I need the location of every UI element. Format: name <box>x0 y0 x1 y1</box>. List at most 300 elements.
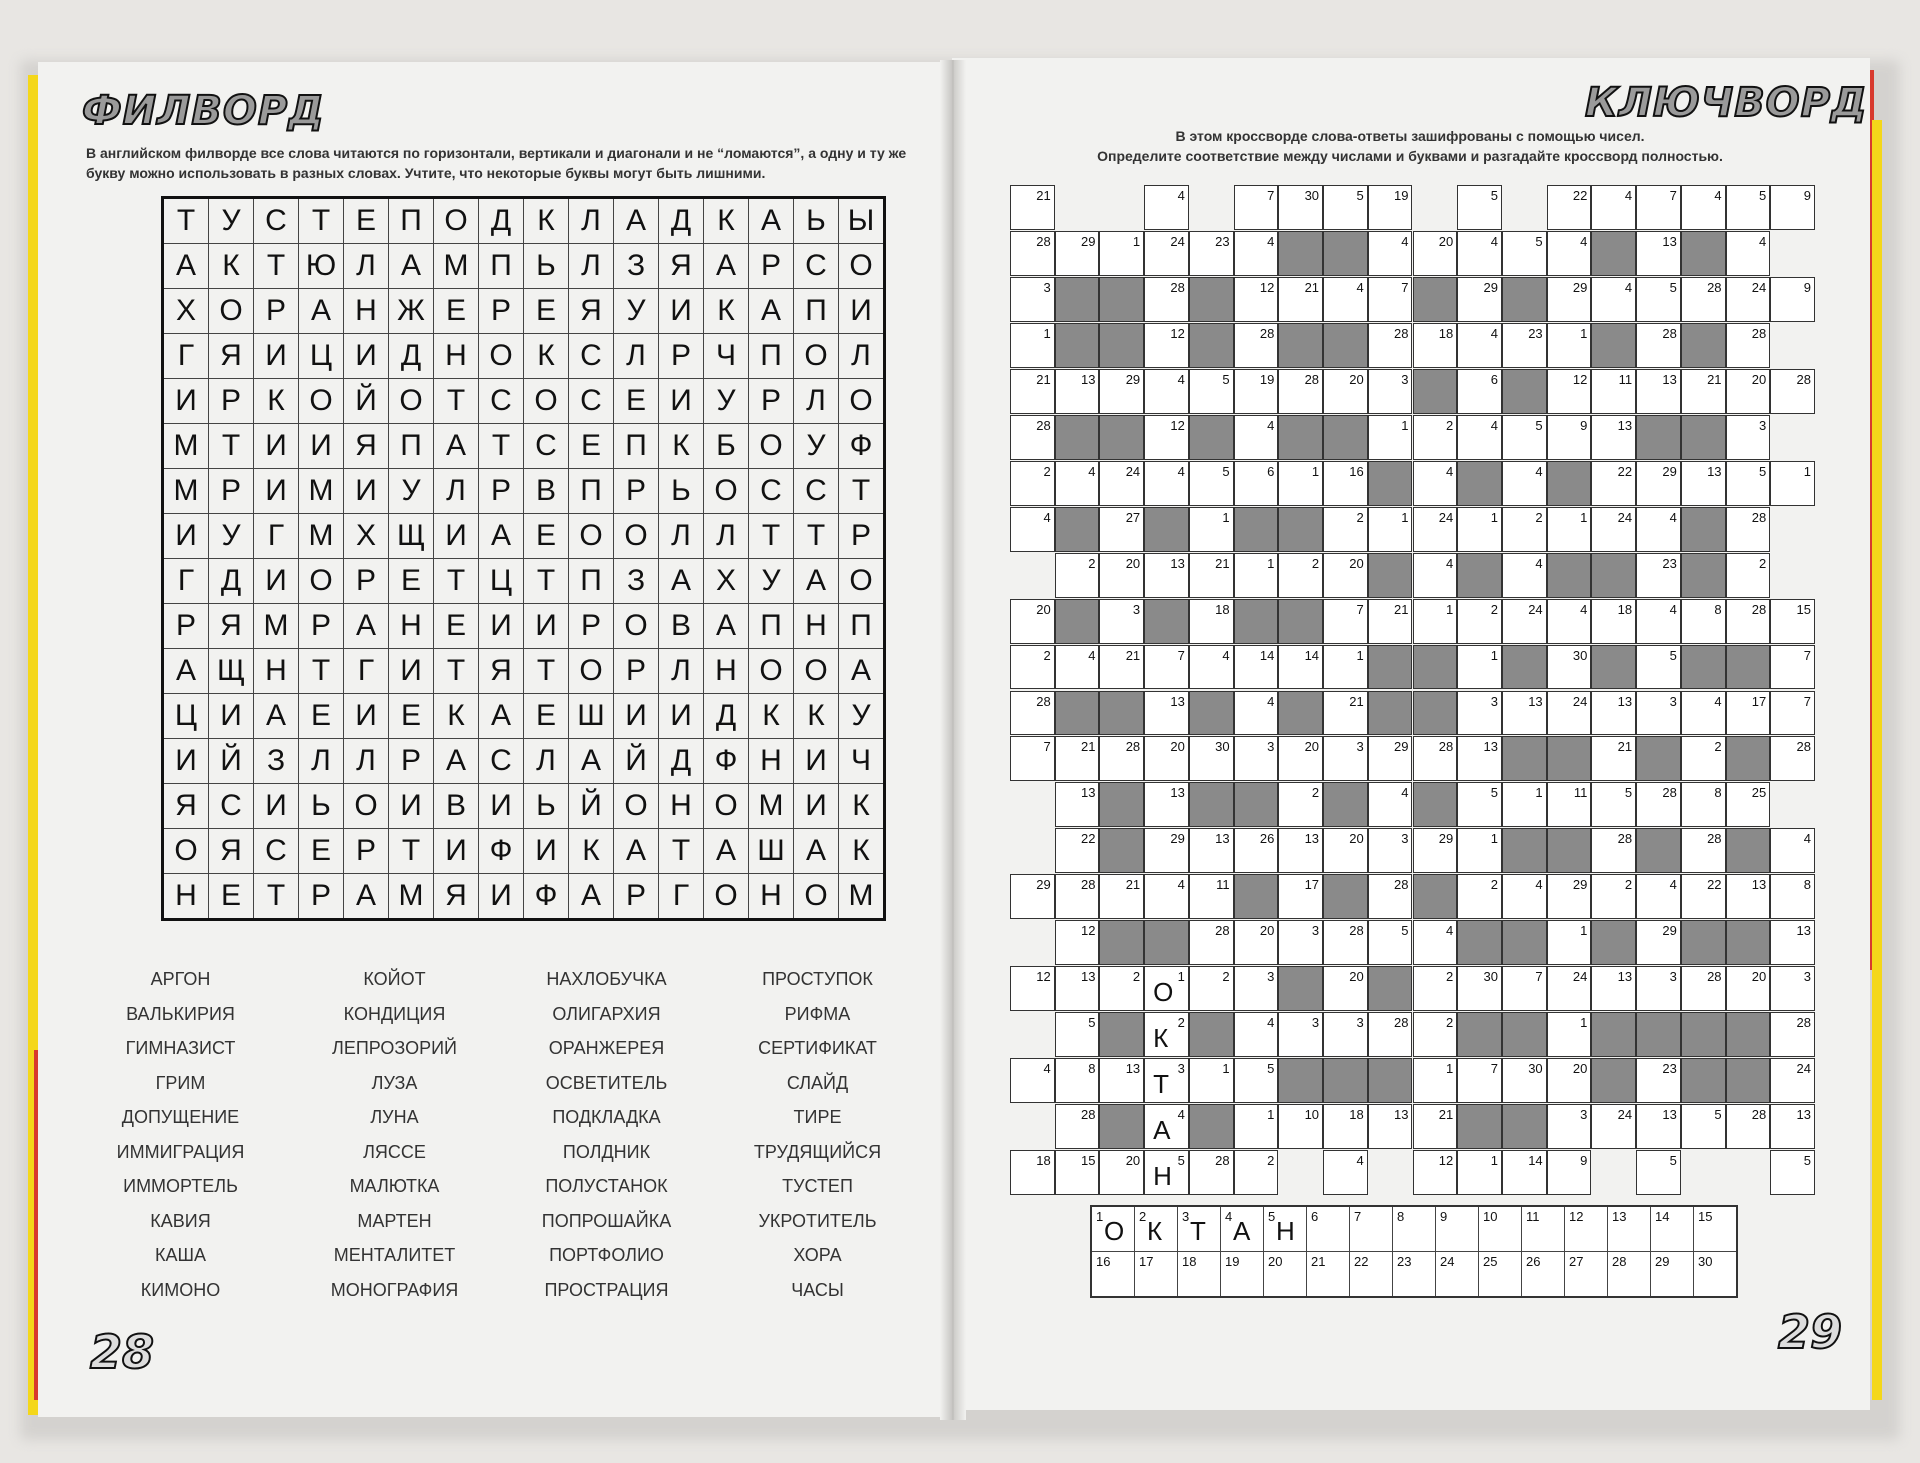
grid-letter-cell[interactable]: И <box>524 829 569 874</box>
crossword-cell[interactable] <box>1234 691 1279 736</box>
crossword-cell[interactable] <box>1144 185 1189 230</box>
grid-letter-cell[interactable]: Т <box>299 198 344 244</box>
crossword-cell[interactable] <box>1547 277 1592 322</box>
grid-letter-cell[interactable]: Р <box>569 604 614 649</box>
grid-letter-cell[interactable]: Е <box>569 424 614 469</box>
grid-letter-cell[interactable]: К <box>524 334 569 379</box>
key-cell[interactable] <box>1393 1252 1436 1298</box>
crossword-cell[interactable] <box>1457 736 1502 781</box>
crossword-cell[interactable] <box>1636 874 1681 919</box>
crossword-cell[interactable] <box>1189 1150 1234 1195</box>
crossword-cell[interactable] <box>1681 691 1726 736</box>
crossword-cell[interactable] <box>1413 599 1458 644</box>
crossword-cell[interactable] <box>1457 231 1502 276</box>
crossword-cell[interactable] <box>1323 1104 1368 1149</box>
grid-letter-cell[interactable]: К <box>434 694 479 739</box>
crossword-cell[interactable] <box>1055 1104 1100 1149</box>
crossword-cell[interactable] <box>1010 185 1055 230</box>
grid-letter-cell[interactable]: З <box>614 244 659 289</box>
grid-letter-cell[interactable]: К <box>839 829 885 874</box>
grid-letter-cell[interactable]: А <box>299 289 344 334</box>
crossword-cell[interactable] <box>1144 461 1189 506</box>
crossword-cell[interactable] <box>1726 553 1771 598</box>
crossword-cell[interactable] <box>1726 369 1771 414</box>
grid-letter-cell[interactable]: О <box>794 649 839 694</box>
grid-letter-cell[interactable]: У <box>389 469 434 514</box>
word-search-grid[interactable] <box>161 196 886 921</box>
crossword-cell[interactable] <box>1144 691 1189 736</box>
crossword-cell[interactable] <box>1278 553 1323 598</box>
crossword-cell[interactable] <box>1368 782 1413 827</box>
grid-letter-cell[interactable]: Л <box>659 649 704 694</box>
grid-letter-cell[interactable]: А <box>163 244 209 289</box>
grid-letter-cell[interactable]: К <box>209 244 254 289</box>
grid-letter-cell[interactable]: О <box>209 289 254 334</box>
crossword-cell[interactable] <box>1413 1012 1458 1057</box>
grid-letter-cell[interactable]: Я <box>209 829 254 874</box>
crossword-cell[interactable] <box>1055 461 1100 506</box>
grid-letter-cell[interactable]: Л <box>344 739 389 784</box>
grid-letter-cell[interactable]: Р <box>163 604 209 649</box>
crossword-cell[interactable] <box>1323 507 1368 552</box>
crossword-cell[interactable] <box>1502 1150 1547 1195</box>
key-cell[interactable] <box>1350 1206 1393 1252</box>
crossword-cell[interactable] <box>1681 966 1726 1011</box>
grid-letter-cell[interactable]: О <box>434 198 479 244</box>
crossword-cell[interactable] <box>1547 874 1592 919</box>
grid-letter-cell[interactable]: Ч <box>839 739 885 784</box>
crossword-cell[interactable] <box>1636 507 1681 552</box>
grid-letter-cell[interactable]: Л <box>614 334 659 379</box>
grid-letter-cell[interactable]: О <box>749 424 794 469</box>
crossword-cell[interactable] <box>1770 1150 1815 1195</box>
grid-letter-cell[interactable]: Й <box>344 379 389 424</box>
grid-letter-cell[interactable]: Р <box>209 469 254 514</box>
key-cell[interactable] <box>1135 1206 1178 1252</box>
crossword-cell[interactable] <box>1189 1058 1234 1103</box>
crossword-cell[interactable] <box>1189 507 1234 552</box>
crossword-cell[interactable] <box>1368 507 1413 552</box>
grid-letter-cell[interactable]: Н <box>389 604 434 649</box>
crossword-cell[interactable] <box>1681 828 1726 873</box>
grid-letter-cell[interactable]: Т <box>254 244 299 289</box>
grid-letter-cell[interactable]: Н <box>659 784 704 829</box>
grid-letter-cell[interactable]: Д <box>389 334 434 379</box>
crossword-cell[interactable] <box>1234 645 1279 690</box>
crossword-cell[interactable] <box>1770 691 1815 736</box>
grid-letter-cell[interactable]: Н <box>704 649 749 694</box>
key-cell[interactable] <box>1565 1206 1608 1252</box>
crossword-cell[interactable] <box>1055 736 1100 781</box>
grid-letter-cell[interactable]: Л <box>659 514 704 559</box>
grid-letter-cell[interactable]: Т <box>389 829 434 874</box>
crossword-cell[interactable] <box>1547 1058 1592 1103</box>
grid-letter-cell[interactable]: Г <box>163 334 209 379</box>
crossword-cell[interactable] <box>1278 828 1323 873</box>
crossword-cell[interactable] <box>1636 185 1681 230</box>
grid-letter-cell[interactable]: Щ <box>209 649 254 694</box>
crossword-cell[interactable] <box>1726 323 1771 368</box>
crossword-cell[interactable] <box>1278 277 1323 322</box>
grid-letter-cell[interactable]: С <box>254 829 299 874</box>
grid-letter-cell[interactable]: С <box>569 379 614 424</box>
crossword-cell[interactable] <box>1099 966 1144 1011</box>
crossword-cell[interactable] <box>1189 461 1234 506</box>
grid-letter-cell[interactable]: У <box>209 198 254 244</box>
grid-letter-cell[interactable]: М <box>163 424 209 469</box>
grid-letter-cell[interactable]: О <box>299 559 344 604</box>
crossword-cell[interactable] <box>1323 185 1368 230</box>
grid-letter-cell[interactable]: Ь <box>524 784 569 829</box>
keyword-crossword[interactable] <box>1010 185 1815 1196</box>
crossword-cell[interactable] <box>1547 966 1592 1011</box>
crossword-cell[interactable] <box>1770 736 1815 781</box>
crossword-cell[interactable] <box>1770 277 1815 322</box>
crossword-cell[interactable] <box>1189 920 1234 965</box>
grid-letter-cell[interactable]: К <box>659 424 704 469</box>
crossword-cell[interactable] <box>1234 966 1279 1011</box>
grid-letter-cell[interactable]: И <box>344 694 389 739</box>
key-cell[interactable] <box>1135 1252 1178 1298</box>
crossword-cell[interactable] <box>1457 828 1502 873</box>
crossword-cell[interactable] <box>1144 645 1189 690</box>
crossword-cell[interactable] <box>1413 231 1458 276</box>
crossword-cell[interactable] <box>1099 874 1144 919</box>
grid-letter-cell[interactable]: Р <box>614 469 659 514</box>
crossword-cell[interactable] <box>1457 966 1502 1011</box>
crossword-cell[interactable] <box>1010 736 1055 781</box>
crossword-cell[interactable] <box>1547 1104 1592 1149</box>
grid-letter-cell[interactable]: И <box>163 739 209 784</box>
grid-letter-cell[interactable]: А <box>704 244 749 289</box>
crossword-cell[interactable] <box>1055 874 1100 919</box>
grid-letter-cell[interactable]: Т <box>749 514 794 559</box>
crossword-cell[interactable] <box>1770 1012 1815 1057</box>
crossword-cell[interactable] <box>1502 691 1547 736</box>
crossword-cell[interactable] <box>1010 1058 1055 1103</box>
crossword-cell[interactable] <box>1234 277 1279 322</box>
crossword-cell[interactable] <box>1636 1104 1681 1149</box>
grid-letter-cell[interactable]: Ф <box>704 739 749 784</box>
crossword-cell[interactable] <box>1681 369 1726 414</box>
crossword-cell[interactable] <box>1323 369 1368 414</box>
crossword-cell[interactable] <box>1234 461 1279 506</box>
key-cell[interactable] <box>1651 1252 1694 1298</box>
crossword-cell[interactable] <box>1726 277 1771 322</box>
key-cell[interactable] <box>1651 1206 1694 1252</box>
grid-letter-cell[interactable]: А <box>389 244 434 289</box>
crossword-cell[interactable] <box>1010 461 1055 506</box>
grid-letter-cell[interactable]: Т <box>479 424 524 469</box>
grid-letter-cell[interactable]: О <box>839 379 885 424</box>
crossword-cell[interactable] <box>1726 874 1771 919</box>
grid-letter-cell[interactable]: Т <box>434 559 479 604</box>
grid-letter-cell[interactable]: И <box>254 784 299 829</box>
crossword-cell[interactable] <box>1726 461 1771 506</box>
crossword-cell[interactable] <box>1368 185 1413 230</box>
grid-letter-cell[interactable]: Ц <box>479 559 524 604</box>
grid-letter-cell[interactable]: Р <box>389 739 434 784</box>
grid-letter-cell[interactable]: Я <box>163 784 209 829</box>
grid-letter-cell[interactable]: И <box>434 514 479 559</box>
crossword-cell[interactable] <box>1681 277 1726 322</box>
grid-letter-cell[interactable]: П <box>749 604 794 649</box>
crossword-cell[interactable] <box>1010 415 1055 460</box>
crossword-cell[interactable] <box>1502 553 1547 598</box>
grid-letter-cell[interactable]: И <box>524 604 569 649</box>
crossword-cell[interactable] <box>1323 645 1368 690</box>
crossword-cell[interactable] <box>1144 1104 1189 1149</box>
crossword-cell[interactable] <box>1144 231 1189 276</box>
grid-letter-cell[interactable]: О <box>614 784 659 829</box>
crossword-cell[interactable] <box>1010 599 1055 644</box>
crossword-cell[interactable] <box>1413 461 1458 506</box>
crossword-cell[interactable] <box>1591 736 1636 781</box>
key-cell[interactable] <box>1393 1206 1436 1252</box>
grid-letter-cell[interactable]: М <box>254 604 299 649</box>
crossword-cell[interactable] <box>1770 1058 1815 1103</box>
grid-letter-cell[interactable]: И <box>344 334 389 379</box>
grid-letter-cell[interactable]: Е <box>614 379 659 424</box>
crossword-cell[interactable] <box>1144 874 1189 919</box>
crossword-cell[interactable] <box>1189 828 1234 873</box>
crossword-cell[interactable] <box>1278 461 1323 506</box>
grid-letter-cell[interactable]: Е <box>434 289 479 334</box>
grid-letter-cell[interactable]: П <box>479 244 524 289</box>
crossword-cell[interactable] <box>1368 323 1413 368</box>
grid-letter-cell[interactable]: Ы <box>839 198 885 244</box>
grid-letter-cell[interactable]: Г <box>659 874 704 920</box>
grid-letter-cell[interactable]: К <box>524 198 569 244</box>
crossword-cell[interactable] <box>1189 874 1234 919</box>
crossword-cell[interactable] <box>1636 553 1681 598</box>
crossword-cell[interactable] <box>1368 599 1413 644</box>
grid-letter-cell[interactable]: С <box>794 244 839 289</box>
grid-letter-cell[interactable]: Я <box>479 649 524 694</box>
grid-letter-cell[interactable]: Р <box>749 379 794 424</box>
crossword-cell[interactable] <box>1099 736 1144 781</box>
grid-letter-cell[interactable]: Т <box>524 559 569 604</box>
crossword-cell[interactable] <box>1502 1058 1547 1103</box>
crossword-cell[interactable] <box>1368 828 1413 873</box>
grid-letter-cell[interactable]: С <box>254 198 299 244</box>
crossword-cell[interactable] <box>1099 231 1144 276</box>
crossword-cell[interactable] <box>1726 185 1771 230</box>
crossword-cell[interactable] <box>1278 874 1323 919</box>
crossword-cell[interactable] <box>1591 828 1636 873</box>
crossword-cell[interactable] <box>1547 369 1592 414</box>
crossword-cell[interactable] <box>1234 553 1279 598</box>
grid-letter-cell[interactable]: У <box>209 514 254 559</box>
crossword-cell[interactable] <box>1770 185 1815 230</box>
grid-letter-cell[interactable]: Р <box>299 874 344 920</box>
grid-letter-cell[interactable]: И <box>839 289 885 334</box>
grid-letter-cell[interactable]: О <box>704 469 749 514</box>
crossword-cell[interactable] <box>1547 920 1592 965</box>
crossword-cell[interactable] <box>1726 966 1771 1011</box>
crossword-cell[interactable] <box>1278 736 1323 781</box>
crossword-cell[interactable] <box>1055 1058 1100 1103</box>
grid-letter-cell[interactable]: Ф <box>839 424 885 469</box>
grid-letter-cell[interactable]: П <box>569 559 614 604</box>
key-cell[interactable] <box>1091 1252 1135 1298</box>
grid-letter-cell[interactable]: Д <box>479 198 524 244</box>
crossword-cell[interactable] <box>1055 231 1100 276</box>
crossword-cell[interactable] <box>1234 231 1279 276</box>
key-cell[interactable] <box>1178 1206 1221 1252</box>
grid-letter-cell[interactable]: Т <box>209 424 254 469</box>
crossword-cell[interactable] <box>1144 966 1189 1011</box>
crossword-cell[interactable] <box>1055 645 1100 690</box>
crossword-cell[interactable] <box>1099 553 1144 598</box>
crossword-cell[interactable] <box>1726 691 1771 736</box>
grid-letter-cell[interactable]: А <box>614 829 659 874</box>
grid-letter-cell[interactable]: Х <box>163 289 209 334</box>
grid-letter-cell[interactable]: П <box>749 334 794 379</box>
crossword-cell[interactable] <box>1547 185 1592 230</box>
crossword-cell[interactable] <box>1323 1012 1368 1057</box>
crossword-cell[interactable] <box>1144 1150 1189 1195</box>
crossword-cell[interactable] <box>1636 966 1681 1011</box>
grid-letter-cell[interactable]: К <box>704 289 749 334</box>
crossword-cell[interactable] <box>1547 415 1592 460</box>
grid-letter-cell[interactable]: Р <box>839 514 885 559</box>
crossword-cell[interactable] <box>1636 231 1681 276</box>
key-cell[interactable] <box>1264 1206 1307 1252</box>
grid-letter-cell[interactable]: О <box>344 784 389 829</box>
crossword-cell[interactable] <box>1591 782 1636 827</box>
crossword-cell[interactable] <box>1055 966 1100 1011</box>
grid-letter-cell[interactable]: О <box>794 874 839 920</box>
crossword-cell[interactable] <box>1457 691 1502 736</box>
crossword-cell[interactable] <box>1055 553 1100 598</box>
grid-letter-cell[interactable]: Г <box>344 649 389 694</box>
grid-letter-cell[interactable]: Л <box>569 198 614 244</box>
crossword-cell[interactable] <box>1368 1104 1413 1149</box>
grid-letter-cell[interactable]: Л <box>794 379 839 424</box>
grid-letter-cell[interactable]: Х <box>344 514 389 559</box>
grid-letter-cell[interactable]: Л <box>704 514 749 559</box>
grid-letter-cell[interactable]: Т <box>299 649 344 694</box>
grid-letter-cell[interactable]: Н <box>434 334 479 379</box>
crossword-cell[interactable] <box>1457 415 1502 460</box>
grid-letter-cell[interactable]: Р <box>614 649 659 694</box>
grid-letter-cell[interactable]: К <box>254 379 299 424</box>
key-cell[interactable] <box>1436 1206 1479 1252</box>
grid-letter-cell[interactable]: Д <box>704 694 749 739</box>
crossword-cell[interactable] <box>1055 920 1100 965</box>
crossword-cell[interactable] <box>1502 874 1547 919</box>
crossword-cell[interactable] <box>1144 553 1189 598</box>
crossword-cell[interactable] <box>1144 369 1189 414</box>
grid-letter-cell[interactable]: Е <box>344 198 389 244</box>
crossword-cell[interactable] <box>1055 782 1100 827</box>
crossword-cell[interactable] <box>1681 599 1726 644</box>
crossword-cell[interactable] <box>1502 782 1547 827</box>
crossword-cell[interactable] <box>1457 277 1502 322</box>
grid-letter-cell[interactable]: А <box>163 649 209 694</box>
grid-letter-cell[interactable]: С <box>524 424 569 469</box>
grid-letter-cell[interactable]: С <box>794 469 839 514</box>
key-cell[interactable] <box>1264 1252 1307 1298</box>
crossword-cell[interactable] <box>1591 966 1636 1011</box>
grid-letter-cell[interactable]: Е <box>299 829 344 874</box>
crossword-cell[interactable] <box>1413 415 1458 460</box>
crossword-cell[interactable] <box>1144 736 1189 781</box>
crossword-cell[interactable] <box>1234 185 1279 230</box>
grid-letter-cell[interactable]: И <box>614 694 659 739</box>
crossword-cell[interactable] <box>1636 461 1681 506</box>
grid-letter-cell[interactable]: И <box>299 424 344 469</box>
crossword-cell[interactable] <box>1413 1150 1458 1195</box>
crossword-cell[interactable] <box>1055 1012 1100 1057</box>
crossword-cell[interactable] <box>1055 369 1100 414</box>
crossword-cell[interactable] <box>1726 507 1771 552</box>
key-cell[interactable] <box>1307 1206 1350 1252</box>
grid-letter-cell[interactable]: Е <box>209 874 254 920</box>
crossword-cell[interactable] <box>1010 691 1055 736</box>
grid-letter-cell[interactable]: Ь <box>794 198 839 244</box>
grid-letter-cell[interactable]: Ф <box>524 874 569 920</box>
crossword-cell[interactable] <box>1502 323 1547 368</box>
crossword-cell[interactable] <box>1681 782 1726 827</box>
crossword-cell[interactable] <box>1234 415 1279 460</box>
grid-letter-cell[interactable]: С <box>569 334 614 379</box>
grid-letter-cell[interactable]: Ь <box>659 469 704 514</box>
grid-letter-cell[interactable]: Н <box>794 604 839 649</box>
crossword-cell[interactable] <box>1502 415 1547 460</box>
crossword-cell[interactable] <box>1726 231 1771 276</box>
key-cell[interactable] <box>1479 1206 1522 1252</box>
grid-letter-cell[interactable]: О <box>299 379 344 424</box>
grid-letter-cell[interactable]: О <box>569 649 614 694</box>
crossword-cell[interactable] <box>1234 1012 1279 1057</box>
crossword-cell[interactable] <box>1189 645 1234 690</box>
crossword-cell[interactable] <box>1144 415 1189 460</box>
grid-letter-cell[interactable]: А <box>569 874 614 920</box>
grid-letter-cell[interactable]: Л <box>434 469 479 514</box>
key-cell[interactable] <box>1307 1252 1350 1298</box>
grid-letter-cell[interactable]: М <box>434 244 479 289</box>
grid-letter-cell[interactable]: И <box>163 514 209 559</box>
grid-letter-cell[interactable]: Г <box>163 559 209 604</box>
crossword-cell[interactable] <box>1591 874 1636 919</box>
grid-letter-cell[interactable]: О <box>704 784 749 829</box>
grid-letter-cell[interactable]: И <box>479 874 524 920</box>
crossword-cell[interactable] <box>1726 1104 1771 1149</box>
grid-letter-cell[interactable]: Я <box>209 604 254 649</box>
grid-letter-cell[interactable]: К <box>839 784 885 829</box>
grid-letter-cell[interactable]: А <box>794 829 839 874</box>
grid-letter-cell[interactable]: Т <box>434 379 479 424</box>
grid-letter-cell[interactable]: Т <box>524 649 569 694</box>
key-cell[interactable] <box>1694 1206 1738 1252</box>
crossword-cell[interactable] <box>1144 277 1189 322</box>
grid-letter-cell[interactable]: П <box>569 469 614 514</box>
grid-letter-cell[interactable]: Ь <box>524 244 569 289</box>
crossword-cell[interactable] <box>1636 323 1681 368</box>
key-cell[interactable] <box>1522 1206 1565 1252</box>
crossword-cell[interactable] <box>1770 369 1815 414</box>
grid-letter-cell[interactable]: Д <box>659 739 704 784</box>
grid-letter-cell[interactable]: К <box>704 198 749 244</box>
crossword-cell[interactable] <box>1457 185 1502 230</box>
grid-letter-cell[interactable]: К <box>569 829 614 874</box>
crossword-cell[interactable] <box>1368 415 1413 460</box>
crossword-cell[interactable] <box>1413 966 1458 1011</box>
crossword-cell[interactable] <box>1099 1058 1144 1103</box>
grid-letter-cell[interactable]: П <box>839 604 885 649</box>
